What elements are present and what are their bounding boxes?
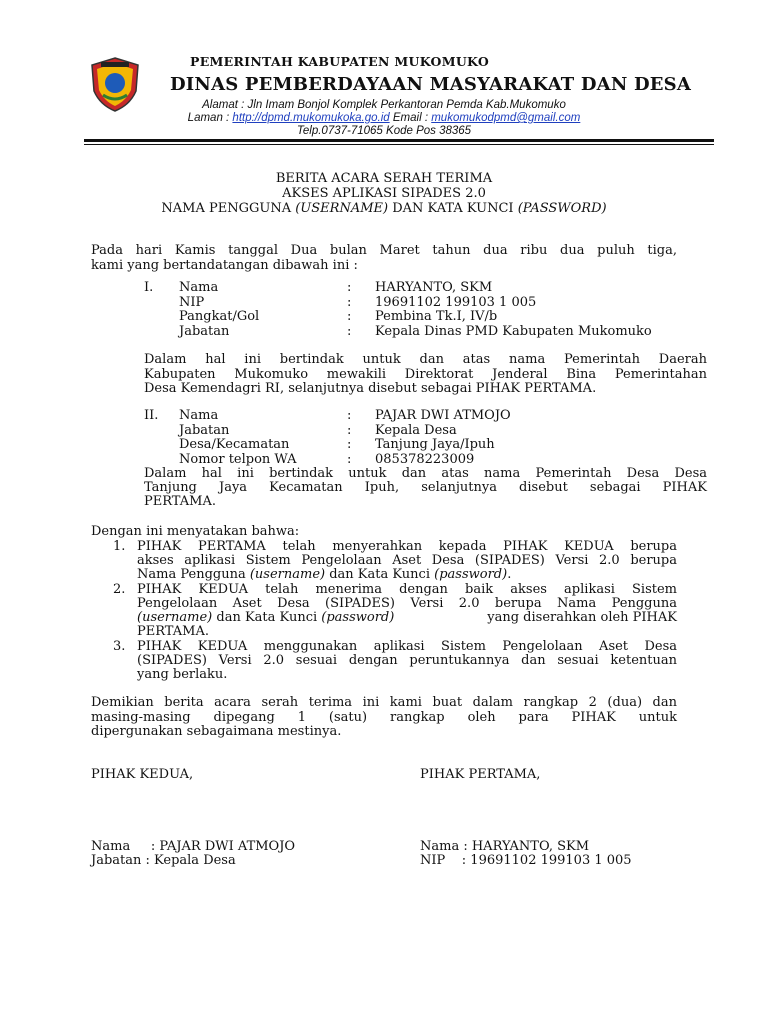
contact-line <box>0 111 768 125</box>
closing-line-1: Demikian berita acara serah terima ini kami buat dalam rangkap 2 (dua) dan <box>91 695 677 710</box>
opening-line-1: Pada hari Kamis tanggal Dua bulan Maret tahun dua ribu dua puluh tiga, <box>91 243 677 258</box>
party2-desc-2: Tanjung Jaya Kecamatan Ipuh, selanjutnya disebut sebagai PIHAK <box>144 480 707 495</box>
item-number: 1. <box>113 539 126 554</box>
item2-line-3: (username) dan Kata Kunci (password) yang diserahkan oleh PIHAK <box>137 610 677 625</box>
header-divider-thick <box>84 139 714 142</box>
party1-desc-2: Kabupaten Mukomuko mewakili Direktorat Jenderal Bina Pemerintahan <box>144 367 707 382</box>
closing-line-3: dipergunakan sebagaimana mestinya. <box>91 724 342 739</box>
signature-right-nip: NIP : 19691102 199103 1 005 <box>420 853 632 868</box>
phone-line: Telp.0737-71065 Kode Pos 38365 <box>296 125 472 137</box>
signature-left-name: Nama : PAJAR DWI ATMOJO <box>91 839 296 854</box>
item1-line-3: Nama Pengguna (username) dan Kata Kunci (password). <box>137 567 512 582</box>
party1-desc-3: Desa Kemendagri RI, selanjutnya disebut sebagai PIHAK PERTAMA. <box>144 381 597 396</box>
signature-right-title: PIHAK PERTAMA, <box>420 767 541 782</box>
party2-desc-3: PERTAMA. <box>144 494 216 509</box>
party1-row: Pangkat/Gol : Pembina Tk.I, IV/b <box>179 309 498 324</box>
party1-details <box>179 280 719 338</box>
party1-row: Nama : HARYANTO, SKM <box>179 280 493 295</box>
statement-intro: Dengan ini menyatakan bahwa: <box>91 524 300 539</box>
header-divider-thin <box>84 144 714 145</box>
party2-number: II. <box>144 408 159 423</box>
party1-row: Jabatan : Kepala Dinas PMD Kabupaten Mukomuko <box>179 323 652 339</box>
email-label: Email : <box>389 112 432 124</box>
item-number: 3. <box>113 639 126 654</box>
item3-line-3: yang berlaku. <box>137 667 228 682</box>
opening-line-2: kami yang bertandatangan dibawah ini : <box>91 258 358 273</box>
signature-left-position: Jabatan : Kepala Desa <box>91 853 236 868</box>
doc-title-1: BERITA ACARA SERAH TERIMA <box>275 171 493 186</box>
doc-title-3: NAMA PENGGUNA (USERNAME) DAN KATA KUNCI (PASSWORD) <box>161 201 607 216</box>
item2-line-2: Pengelolaan Aset Desa (SIPADES) Versi 2.0 berupa Nama Pengguna <box>137 596 677 611</box>
signature-right-name: Nama : HARYANTO, SKM <box>420 839 590 854</box>
party2-row: Nomor telpon WA : 085378223009 <box>179 451 475 467</box>
item-number: 2. <box>113 582 126 597</box>
website-link[interactable]: http://dpmd.mukomukoka.go.id <box>232 112 390 124</box>
item2-line-4: PERTAMA. <box>137 624 209 639</box>
party2-desc-1: Dalam hal ini bertindak untuk dan atas nama Pemerintah Desa Desa <box>144 466 707 481</box>
item2-line-1: PIHAK KEDUA telah menerima dengan baik akses aplikasi Sistem <box>137 582 677 597</box>
web-label: Laman : <box>187 112 233 124</box>
address-line: Alamat : Jln Imam Bonjol Komplek Perkantoran Pemda Kab.Mukomuko <box>202 99 566 111</box>
party2-details <box>179 408 719 466</box>
item3-line-2: (SIPADES) Versi 2.0 sesuai dengan peruntukannya dan sesuai ketentuan <box>137 653 677 668</box>
item3-line-1: PIHAK KEDUA menggunakan aplikasi Sistem Pengelolaan Aset Desa <box>137 639 677 654</box>
item1-line-2: akses aplikasi Sistem Pengelolaan Aset Desa (SIPADES) Versi 2.0 berupa <box>137 553 677 568</box>
party1-row: NIP : 19691102 199103 1 005 <box>179 294 537 310</box>
signature-left-title: PIHAK KEDUA, <box>91 767 194 782</box>
doc-title-2: AKSES APLIKASI SIPADES 2.0 <box>282 186 486 201</box>
agency-name: DINAS PEMBERDAYAAN MASYARAKAT DAN DESA <box>170 74 692 95</box>
party2-row: Nama : PAJAR DWI ATMOJO <box>179 408 511 423</box>
party1-number: I. <box>144 280 154 295</box>
item1-line-1: PIHAK PERTAMA telah menyerahkan kepada PIHAK KEDUA berupa <box>137 539 677 554</box>
government-name: PEMERINTAH KABUPATEN MUKOMUKO <box>190 54 490 69</box>
party1-desc-1: Dalam hal ini bertindak untuk dan atas nama Pemerintah Daerah <box>144 352 707 367</box>
email-link[interactable]: mukomukodpmd@gmail.com <box>431 112 581 124</box>
closing-line-2: masing-masing dipegang 1 (satu) rangkap oleh para PIHAK untuk <box>91 710 677 725</box>
party2-row: Jabatan : Kepala Desa <box>179 422 457 438</box>
party2-row: Desa/Kecamatan : Tanjung Jaya/Ipuh <box>179 437 495 452</box>
